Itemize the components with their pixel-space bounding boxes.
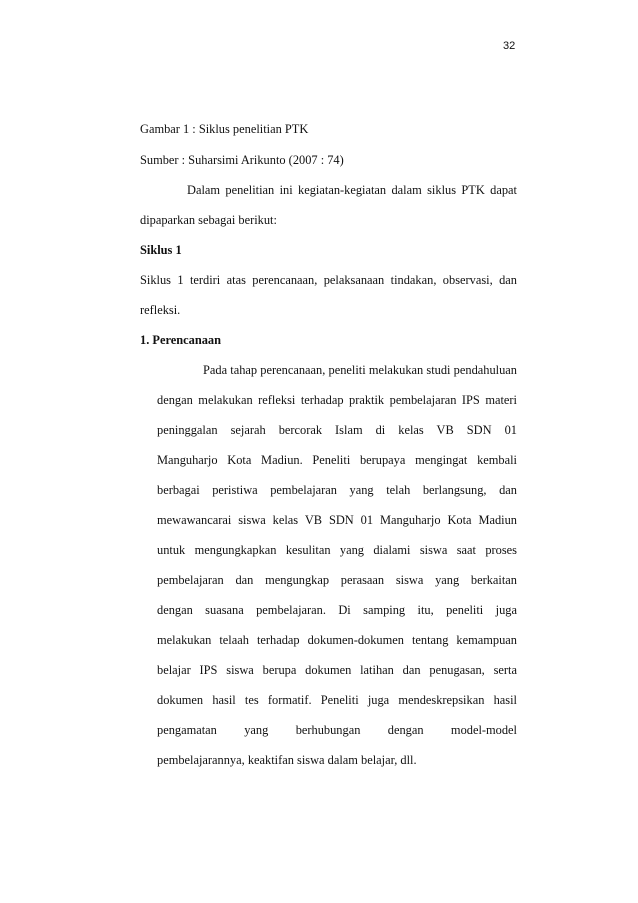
body-line-1: Pada tahap perencanaan, peneliti melakukan studi pendahuluan <box>203 363 517 377</box>
body-line-11: belajar IPS siswa berupa dokumen latihan dan penugasan, serta <box>157 663 517 677</box>
page-number: 32 <box>503 40 516 52</box>
siklus-line-1: Siklus 1 terdiri atas perencanaan, pelaksanaan tindakan, observasi, dan <box>140 273 517 287</box>
siklus-heading: Siklus 1 <box>140 243 182 257</box>
section-heading: 1. Perencanaan <box>140 333 221 347</box>
intro-line-2: dipaparkan sebagai berikut: <box>140 213 277 227</box>
body-line-13: pengamatan yang berhubungan dengan model-model <box>157 723 517 737</box>
body-line-9: dengan suasana pembelajaran. Di samping itu, peneliti juga <box>157 603 517 617</box>
body-line-5: berbagai peristiwa pembelajaran yang telah berlangsung, dan <box>157 483 517 497</box>
figure-source: Sumber : Suharsimi Arikunto (2007 : 74) <box>140 153 344 167</box>
body-line-7: untuk mengungkapkan kesulitan yang dialami siswa saat proses <box>157 543 517 557</box>
body-line-14: pembelajarannya, keaktifan siswa dalam belajar, dll. <box>157 753 417 767</box>
body-line-6: mewawancarai siswa kelas VB SDN 01 Manguharjo Kota Madiun <box>157 513 517 527</box>
body-line-2: dengan melakukan refleksi terhadap praktik pembelajaran IPS materi <box>157 393 517 407</box>
body-line-4: Manguharjo Kota Madiun. Peneliti berupaya mengingat kembali <box>157 453 517 467</box>
intro-line-1: Dalam penelitian ini kegiatan-kegiatan dalam siklus PTK dapat <box>187 183 517 197</box>
body-line-8: pembelajaran dan mengungkap perasaan siswa yang berkaitan <box>157 573 517 587</box>
body-line-10: melakukan telaah terhadap dokumen-dokumen tentang kemampuan <box>157 633 517 647</box>
body-line-3: peninggalan sejarah bercorak Islam di kelas VB SDN 01 <box>157 423 517 437</box>
body-line-12: dokumen hasil tes formatif. Peneliti juga mendeskrepsikan hasil <box>157 693 517 707</box>
siklus-line-2: refleksi. <box>140 303 181 317</box>
figure-caption: Gambar 1 : Siklus penelitian PTK <box>140 122 309 136</box>
